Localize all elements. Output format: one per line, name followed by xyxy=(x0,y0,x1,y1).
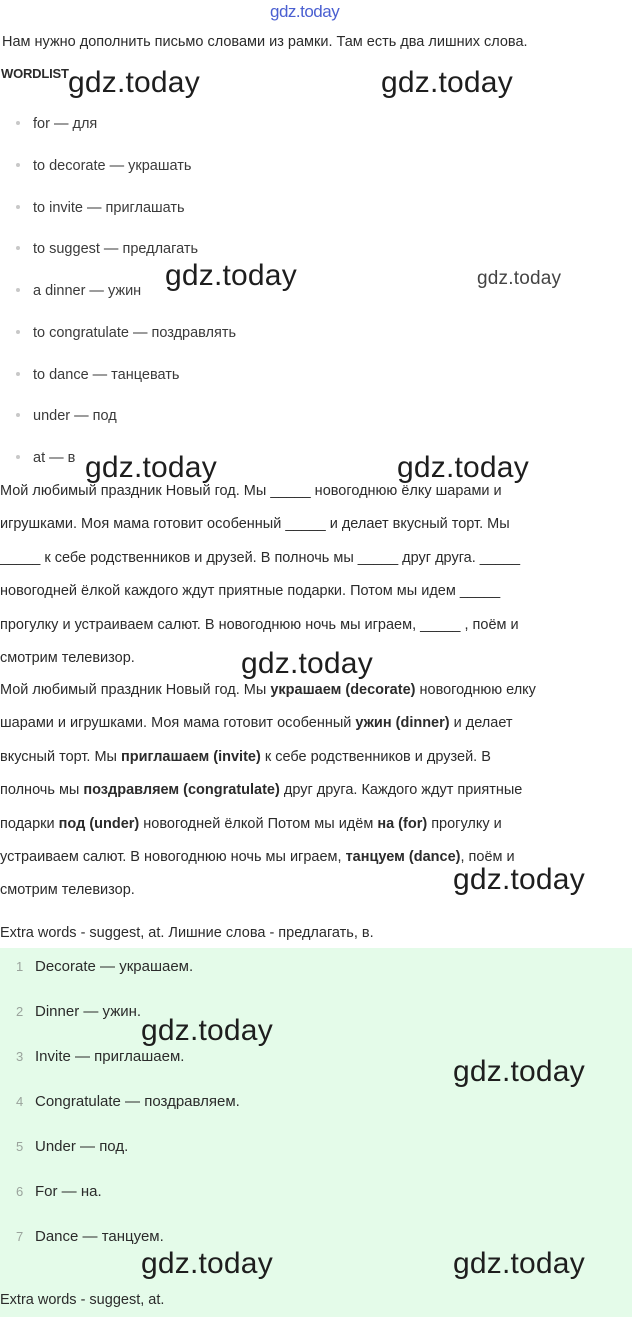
solution-line: смотрим телевизор. xyxy=(0,882,135,899)
answer-highlight: под (under) xyxy=(58,815,140,832)
task-line: игрушками. Моя мама готовит особенный _____ и делает вкусный торт. Мы xyxy=(0,516,510,533)
watermark: gdz.today xyxy=(68,66,200,99)
answer-highlight: танцуем (dance) xyxy=(345,849,461,866)
watermark: gdz.today xyxy=(165,259,297,292)
watermark: gdz.today xyxy=(141,1247,273,1280)
solution-line: шарами и игрушками. Моя мама готовит особенный ужин (dinner) и делает xyxy=(0,715,513,732)
answer-number: 1 xyxy=(16,959,24,974)
solution-line: подарки под (under) новогодней ёлкой Потом мы идём на (for) прогулку и xyxy=(0,815,502,832)
bullet-icon xyxy=(16,121,20,125)
watermark: gdz.today xyxy=(85,451,217,484)
answer-number: 6 xyxy=(16,1184,24,1199)
extra-words-note: Extra words - suggest, at. Лишние слова - предлагать, в. xyxy=(0,925,374,941)
answer-item: 6 For — на. xyxy=(16,1183,102,1200)
watermark: gdz.today xyxy=(397,451,529,484)
task-instruction: Нам нужно дополнить письмо словами из рамки. Там есть два лишних слова. xyxy=(2,34,528,50)
answer-number: 5 xyxy=(16,1139,24,1154)
bullet-icon xyxy=(16,205,20,209)
bullet-icon xyxy=(16,246,20,250)
solution-line: полночь мы поздравляем (congratulate) друг друга. Каждого ждут приятные xyxy=(0,782,523,799)
answer-item: 2 Dinner — ужин. xyxy=(16,1003,142,1020)
task-line: смотрим телевизор. xyxy=(0,650,135,667)
watermark: gdz.today xyxy=(453,1055,585,1088)
watermark: gdz.today xyxy=(453,1247,585,1280)
answer-item: 4 Congratulate — поздравляем. xyxy=(16,1093,240,1110)
watermark: gdz.today xyxy=(453,863,585,896)
wordlist-item: under — под xyxy=(16,408,117,424)
wordlist-title: WORDLIST xyxy=(1,66,69,81)
solution-line: Мой любимый праздник Новый год. Мы украшаем (decorate) новогоднюю елку xyxy=(0,682,536,698)
bullet-icon xyxy=(16,163,20,167)
bullet-icon xyxy=(16,288,20,292)
solution-line: устраиваем салют. В новогоднюю ночь мы играем, танцуем (dance), поём и xyxy=(0,849,515,866)
answer-number: 7 xyxy=(16,1229,24,1244)
answer-item: 1 Decorate — украшаем. xyxy=(16,958,194,975)
task-text xyxy=(0,475,630,675)
wordlist-item: to congratulate — поздравлять xyxy=(16,325,236,341)
wordlist-item: to invite — приглашать xyxy=(16,200,185,216)
answer-highlight: ужин (dinner) xyxy=(355,715,450,732)
answer-number: 3 xyxy=(16,1049,24,1064)
watermark: gdz.today xyxy=(141,1014,273,1047)
wordlist-item: for — для xyxy=(16,116,97,132)
answer-number: 4 xyxy=(16,1094,24,1109)
answer-highlight: украшаем (decorate) xyxy=(270,682,416,698)
watermark: gdz.today xyxy=(241,647,373,680)
task-line: новогодней ёлкой каждого ждут приятные подарки. Потом мы идем _____ xyxy=(0,583,501,600)
watermark: gdz.today xyxy=(381,66,513,99)
solution-line: вкусный торт. Мы приглашаем (invite) к себе родственников и друзей. В xyxy=(0,748,491,765)
answer-item: 7 Dance — танцуем. xyxy=(16,1228,164,1245)
answer-item: 5 Under — под. xyxy=(16,1138,129,1155)
task-line: _____ к себе родственников и друзей. В полночь мы _____ друг друга. _____ xyxy=(0,549,521,566)
answer-highlight: приглашаем (invite) xyxy=(121,748,261,765)
bullet-icon xyxy=(16,372,20,376)
answer-highlight: на (for) xyxy=(377,815,428,832)
task-line: прогулку и устраиваем салют. В новогоднюю ночь мы играем, _____ , поём и xyxy=(0,616,519,633)
bullet-icon xyxy=(16,455,20,459)
wordlist-item: to dance — танцевать xyxy=(16,367,179,383)
task-line: Мой любимый праздник Новый год. Мы _____ новогоднюю ёлку шарами и xyxy=(0,483,502,499)
answer-item: 3 Invite — приглашаем. xyxy=(16,1048,185,1065)
answer-number: 2 xyxy=(16,1004,24,1019)
site-logo[interactable]: gdz.today xyxy=(270,2,340,21)
watermark: gdz.today xyxy=(477,268,562,289)
answers-extra-words: Extra words - suggest, at. xyxy=(0,1292,165,1308)
answer-highlight: поздравляем (congratulate) xyxy=(83,782,280,799)
wordlist-item: a dinner — ужин xyxy=(16,283,141,299)
wordlist-item: to decorate — украшать xyxy=(16,158,191,174)
bullet-icon xyxy=(16,330,20,334)
wordlist-item: at — в xyxy=(16,450,75,466)
bullet-icon xyxy=(16,413,20,417)
wordlist-item: to suggest — предлагать xyxy=(16,241,198,257)
